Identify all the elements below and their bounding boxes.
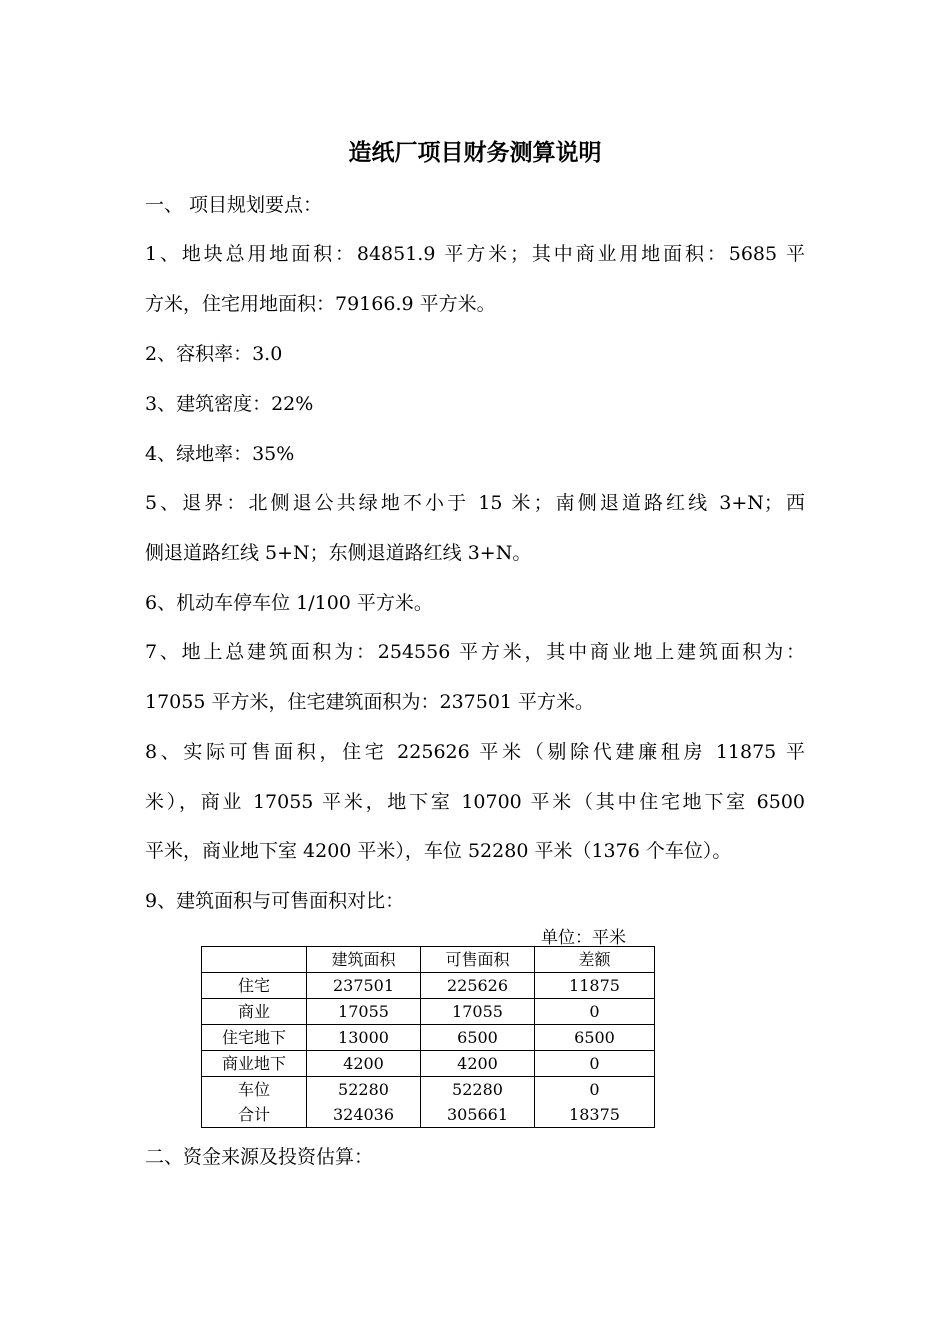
table-cell: 住宅 (202, 973, 307, 999)
paragraph-4: 4、绿地率：35% (145, 443, 295, 465)
paragraph-9: 9、建筑面积与可售面积对比： (145, 890, 405, 912)
table-header-row (202, 947, 655, 973)
paragraph-1-line-2: 方米，住宅用地面积：79166.9 平方米。 (145, 293, 496, 315)
table-header-cell: 建筑面积 (307, 947, 421, 973)
table-cell: 0 (535, 999, 655, 1025)
section-heading-2: 二、资金来源及投资估算： (145, 1146, 374, 1168)
paragraph-5-line-1: 5、退界：北侧退公共绿地不小于 15 米；南侧退道路红线 3+N；西 (145, 492, 805, 514)
table-cell: 住宅地下 (202, 1025, 307, 1051)
table-cell: 18375 (535, 1102, 655, 1128)
table-cell: 324036 (307, 1102, 421, 1128)
area-comparison-table (201, 946, 655, 1128)
table-row (202, 1025, 655, 1051)
table-cell: 商业 (202, 999, 307, 1025)
paragraph-7-line-1: 7、地上总建筑面积为：254556 平方米，其中商业地上建筑面积为： (145, 641, 805, 663)
paragraph-8-line-3: 平米，商业地下室 4200 平米），车位 52280 平米（1376 个车位）。 (145, 840, 732, 862)
table-row (202, 1051, 655, 1077)
table-header-cell: 差额 (535, 947, 655, 973)
table-cell: 6500 (535, 1025, 655, 1051)
table-cell: 车位 (202, 1077, 307, 1103)
table-cell: 11875 (535, 973, 655, 999)
table-cell: 52280 (421, 1077, 535, 1103)
table-cell: 52280 (307, 1077, 421, 1103)
paragraph-3: 3、建筑密度：22% (145, 393, 314, 415)
paragraph-7-line-2: 17055 平方米，住宅建筑面积为：237501 平方米。 (145, 691, 595, 713)
table-cell: 17055 (307, 999, 421, 1025)
table-cell: 13000 (307, 1025, 421, 1051)
paragraph-8-line-1: 8、实际可售面积，住宅 225626 平米（剔除代建廉租房 11875 平 (145, 741, 805, 763)
paragraph-5-line-2: 侧退道路红线 5+N；东侧退道路红线 3+N。 (145, 542, 532, 564)
paragraph-6: 6、机动车停车位 1/100 平方米。 (145, 592, 433, 614)
table-header-cell (202, 947, 307, 973)
table-cell: 0 (535, 1077, 655, 1103)
section-heading-1: 一、 项目规划要点： (145, 194, 323, 216)
paragraph-8-line-2: 米），商业 17055 平米，地下室 10700 平米（其中住宅地下室 6500 (145, 791, 805, 813)
paragraph-1-line-1: 1、地块总用地面积：84851.9 平方米；其中商业用地面积：5685 平 (145, 243, 805, 265)
table-cell: 237501 (307, 973, 421, 999)
table-cell: 4200 (421, 1051, 535, 1077)
table-unit-label: 单位：平米 (541, 928, 626, 948)
table-cell: 4200 (307, 1051, 421, 1077)
table-row (202, 973, 655, 999)
table-cell: 17055 (421, 999, 535, 1025)
table-cell: 商业地下 (202, 1051, 307, 1077)
table-row (202, 1077, 655, 1103)
table-row (202, 1102, 655, 1128)
table-cell: 225626 (421, 973, 535, 999)
table-cell: 0 (535, 1051, 655, 1077)
table-header-cell: 可售面积 (421, 947, 535, 973)
table-cell: 合计 (202, 1102, 307, 1128)
paragraph-2: 2、容积率：3.0 (145, 343, 283, 365)
table-row (202, 999, 655, 1025)
table-cell: 305661 (421, 1102, 535, 1128)
document-title: 造纸厂项目财务测算说明 (348, 139, 602, 166)
table-cell: 6500 (421, 1025, 535, 1051)
